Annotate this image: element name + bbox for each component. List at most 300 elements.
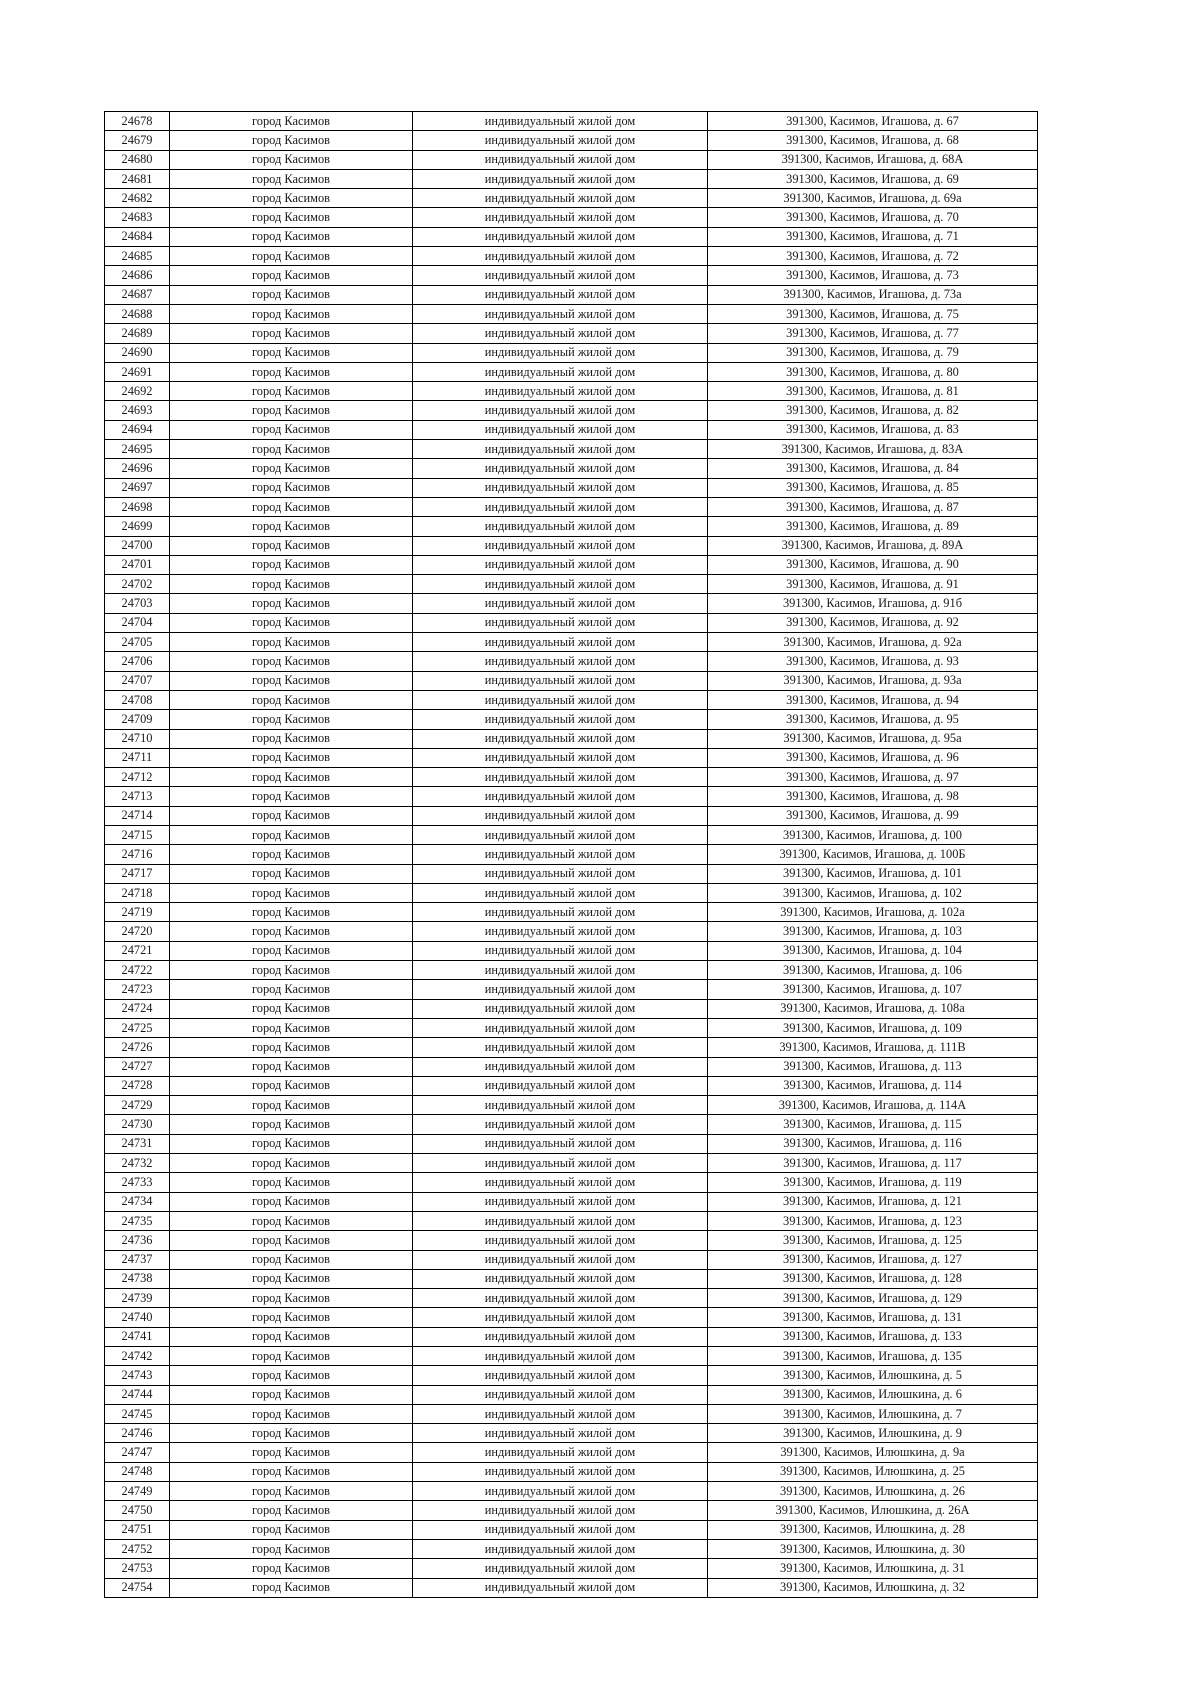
address-cell: 391300, Касимов, Игашова, д. 91б (708, 594, 1038, 613)
table-row (105, 748, 1038, 767)
object-type-cell: индивидуальный жилой дом (413, 1482, 708, 1501)
object-type-cell: индивидуальный жилой дом (413, 1173, 708, 1192)
settlement-cell: город Касимов (170, 266, 413, 285)
address-cell: 391300, Касимов, Игашова, д. 135 (708, 1347, 1038, 1366)
settlement-cell: город Касимов (170, 382, 413, 401)
address-cell: 391300, Касимов, Игашова, д. 81 (708, 382, 1038, 401)
settlement-cell: город Касимов (170, 1057, 413, 1076)
table-row (105, 941, 1038, 960)
address-cell: 391300, Касимов, Игашова, д. 131 (708, 1308, 1038, 1327)
object-type-cell: индивидуальный жилой дом (413, 112, 708, 131)
record-number-cell: 24742 (105, 1347, 170, 1366)
table-row (105, 1539, 1038, 1558)
record-number-cell: 24733 (105, 1173, 170, 1192)
record-number-cell: 24736 (105, 1231, 170, 1250)
table-row (105, 1096, 1038, 1115)
object-type-cell: индивидуальный жилой дом (413, 1366, 708, 1385)
object-type-cell: индивидуальный жилой дом (413, 806, 708, 825)
object-type-cell: индивидуальный жилой дом (413, 594, 708, 613)
table-row (105, 227, 1038, 246)
settlement-cell: город Касимов (170, 633, 413, 652)
object-type-cell: индивидуальный жилой дом (413, 1443, 708, 1462)
object-type-cell: индивидуальный жилой дом (413, 285, 708, 304)
table-row (105, 189, 1038, 208)
address-cell: 391300, Касимов, Игашова, д. 116 (708, 1134, 1038, 1153)
settlement-cell: город Касимов (170, 247, 413, 266)
settlement-cell: город Касимов (170, 710, 413, 729)
settlement-cell: город Касимов (170, 1443, 413, 1462)
address-cell: 391300, Касимов, Игашова, д. 73 (708, 266, 1038, 285)
record-number-cell: 24702 (105, 575, 170, 594)
object-type-cell: индивидуальный жилой дом (413, 189, 708, 208)
object-type-cell: индивидуальный жилой дом (413, 999, 708, 1018)
address-cell: 391300, Касимов, Игашова, д. 95 (708, 710, 1038, 729)
record-number-cell: 24727 (105, 1057, 170, 1076)
table-row (105, 1231, 1038, 1250)
table-row (105, 806, 1038, 825)
settlement-cell: город Касимов (170, 941, 413, 960)
table-row (105, 961, 1038, 980)
record-number-cell: 24692 (105, 382, 170, 401)
settlement-cell: город Касимов (170, 1559, 413, 1578)
address-cell: 391300, Касимов, Игашова, д. 104 (708, 941, 1038, 960)
address-register-table (104, 111, 1038, 1598)
record-number-cell: 24714 (105, 806, 170, 825)
table-row (105, 1173, 1038, 1192)
table-row (105, 1559, 1038, 1578)
table-row (105, 710, 1038, 729)
table-row (105, 169, 1038, 188)
table-row (105, 1038, 1038, 1057)
object-type-cell: индивидуальный жилой дом (413, 710, 708, 729)
address-cell: 391300, Касимов, Игашова, д. 89А (708, 536, 1038, 555)
address-cell: 391300, Касимов, Игашова, д. 73а (708, 285, 1038, 304)
address-cell: 391300, Касимов, Игашова, д. 92а (708, 633, 1038, 652)
settlement-cell: город Касимов (170, 1289, 413, 1308)
address-cell: 391300, Касимов, Игашова, д. 90 (708, 555, 1038, 574)
settlement-cell: город Касимов (170, 1578, 413, 1597)
record-number-cell: 24739 (105, 1289, 170, 1308)
table-row (105, 903, 1038, 922)
record-number-cell: 24712 (105, 768, 170, 787)
address-cell: 391300, Касимов, Игашова, д. 114 (708, 1076, 1038, 1095)
record-number-cell: 24716 (105, 845, 170, 864)
record-number-cell: 24689 (105, 324, 170, 343)
table-row (105, 1462, 1038, 1481)
address-cell: 391300, Касимов, Игашова, д. 80 (708, 362, 1038, 381)
table-row (105, 633, 1038, 652)
record-number-cell: 24741 (105, 1327, 170, 1346)
object-type-cell: индивидуальный жилой дом (413, 787, 708, 806)
object-type-cell: индивидуальный жилой дом (413, 440, 708, 459)
table-row (105, 1134, 1038, 1153)
address-cell: 391300, Касимов, Илюшкина, д. 25 (708, 1462, 1038, 1481)
settlement-cell: город Касимов (170, 845, 413, 864)
table-row (105, 729, 1038, 748)
record-number-cell: 24715 (105, 825, 170, 844)
settlement-cell: город Касимов (170, 806, 413, 825)
object-type-cell: индивидуальный жилой дом (413, 1501, 708, 1520)
object-type-cell: индивидуальный жилой дом (413, 1404, 708, 1423)
object-type-cell: индивидуальный жилой дом (413, 922, 708, 941)
address-cell: 391300, Касимов, Игашова, д. 117 (708, 1154, 1038, 1173)
object-type-cell: индивидуальный жилой дом (413, 266, 708, 285)
object-type-cell: индивидуальный жилой дом (413, 864, 708, 883)
object-type-cell: индивидуальный жилой дом (413, 1038, 708, 1057)
address-cell: 391300, Касимов, Игашова, д. 133 (708, 1327, 1038, 1346)
address-cell: 391300, Касимов, Игашова, д. 109 (708, 1018, 1038, 1037)
object-type-cell: индивидуальный жилой дом (413, 1559, 708, 1578)
record-number-cell: 24696 (105, 459, 170, 478)
table-row (105, 459, 1038, 478)
record-number-cell: 24750 (105, 1501, 170, 1520)
settlement-cell: город Касимов (170, 1269, 413, 1288)
address-cell: 391300, Касимов, Игашова, д. 94 (708, 690, 1038, 709)
table-row (105, 1154, 1038, 1173)
record-number-cell: 24726 (105, 1038, 170, 1057)
table-row (105, 652, 1038, 671)
address-cell: 391300, Касимов, Илюшкина, д. 26 (708, 1482, 1038, 1501)
settlement-cell: город Касимов (170, 787, 413, 806)
record-number-cell: 24685 (105, 247, 170, 266)
record-number-cell: 24707 (105, 671, 170, 690)
table-row (105, 575, 1038, 594)
table-row (105, 517, 1038, 536)
record-number-cell: 24698 (105, 497, 170, 516)
settlement-cell: город Касимов (170, 1076, 413, 1095)
settlement-cell: город Касимов (170, 343, 413, 362)
table-row (105, 1076, 1038, 1095)
record-number-cell: 24703 (105, 594, 170, 613)
object-type-cell: индивидуальный жилой дом (413, 1115, 708, 1134)
address-cell: 391300, Касимов, Игашова, д. 96 (708, 748, 1038, 767)
record-number-cell: 24701 (105, 555, 170, 574)
settlement-cell: город Касимов (170, 903, 413, 922)
object-type-cell: индивидуальный жилой дом (413, 1539, 708, 1558)
record-number-cell: 24694 (105, 420, 170, 439)
settlement-cell: город Касимов (170, 1192, 413, 1211)
record-number-cell: 24744 (105, 1385, 170, 1404)
address-cell: 391300, Касимов, Игашова, д. 119 (708, 1173, 1038, 1192)
table-row (105, 883, 1038, 902)
object-type-cell: индивидуальный жилой дом (413, 961, 708, 980)
address-cell: 391300, Касимов, Игашова, д. 106 (708, 961, 1038, 980)
object-type-cell: индивидуальный жилой дом (413, 671, 708, 690)
settlement-cell: город Касимов (170, 517, 413, 536)
table-row (105, 1057, 1038, 1076)
address-cell: 391300, Касимов, Илюшкина, д. 7 (708, 1404, 1038, 1423)
address-cell: 391300, Касимов, Игашова, д. 99 (708, 806, 1038, 825)
settlement-cell: город Касимов (170, 1018, 413, 1037)
record-number-cell: 24732 (105, 1154, 170, 1173)
record-number-cell: 24745 (105, 1404, 170, 1423)
object-type-cell: индивидуальный жилой дом (413, 1057, 708, 1076)
record-number-cell: 24754 (105, 1578, 170, 1597)
record-number-cell: 24738 (105, 1269, 170, 1288)
settlement-cell: город Касимов (170, 768, 413, 787)
record-number-cell: 24718 (105, 883, 170, 902)
object-type-cell: индивидуальный жилой дом (413, 517, 708, 536)
table-row (105, 980, 1038, 999)
settlement-cell: город Касимов (170, 1385, 413, 1404)
table-row (105, 420, 1038, 439)
object-type-cell: индивидуальный жилой дом (413, 1578, 708, 1597)
record-number-cell: 24748 (105, 1462, 170, 1481)
table-row (105, 787, 1038, 806)
record-number-cell: 24746 (105, 1424, 170, 1443)
record-number-cell: 24747 (105, 1443, 170, 1462)
record-number-cell: 24753 (105, 1559, 170, 1578)
record-number-cell: 24708 (105, 690, 170, 709)
record-number-cell: 24697 (105, 478, 170, 497)
table-row (105, 131, 1038, 150)
settlement-cell: город Касимов (170, 594, 413, 613)
address-cell: 391300, Касимов, Игашова, д. 102а (708, 903, 1038, 922)
table-row (105, 1482, 1038, 1501)
record-number-cell: 24731 (105, 1134, 170, 1153)
record-number-cell: 24752 (105, 1539, 170, 1558)
object-type-cell: индивидуальный жилой дом (413, 401, 708, 420)
record-number-cell: 24725 (105, 1018, 170, 1037)
record-number-cell: 24704 (105, 613, 170, 632)
address-cell: 391300, Касимов, Игашова, д. 108а (708, 999, 1038, 1018)
record-number-cell: 24740 (105, 1308, 170, 1327)
settlement-cell: город Касимов (170, 671, 413, 690)
address-cell: 391300, Касимов, Игашова, д. 85 (708, 478, 1038, 497)
object-type-cell: индивидуальный жилой дом (413, 227, 708, 246)
table-row (105, 401, 1038, 420)
object-type-cell: индивидуальный жилой дом (413, 1096, 708, 1115)
record-number-cell: 24679 (105, 131, 170, 150)
record-number-cell: 24682 (105, 189, 170, 208)
record-number-cell: 24734 (105, 1192, 170, 1211)
object-type-cell: индивидуальный жилой дом (413, 748, 708, 767)
settlement-cell: город Касимов (170, 189, 413, 208)
object-type-cell: индивидуальный жилой дом (413, 1289, 708, 1308)
address-cell: 391300, Касимов, Игашова, д. 111В (708, 1038, 1038, 1057)
address-cell: 391300, Касимов, Илюшкина, д. 31 (708, 1559, 1038, 1578)
address-cell: 391300, Касимов, Илюшкина, д. 6 (708, 1385, 1038, 1404)
object-type-cell: индивидуальный жилой дом (413, 1018, 708, 1037)
table-row (105, 478, 1038, 497)
record-number-cell: 24724 (105, 999, 170, 1018)
table-row (105, 1211, 1038, 1230)
record-number-cell: 24735 (105, 1211, 170, 1230)
address-cell: 391300, Касимов, Илюшкина, д. 5 (708, 1366, 1038, 1385)
object-type-cell: индивидуальный жилой дом (413, 575, 708, 594)
record-number-cell: 24699 (105, 517, 170, 536)
table-row (105, 440, 1038, 459)
object-type-cell: индивидуальный жилой дом (413, 1347, 708, 1366)
object-type-cell: индивидуальный жилой дом (413, 883, 708, 902)
address-cell: 391300, Касимов, Илюшкина, д. 28 (708, 1520, 1038, 1539)
object-type-cell: индивидуальный жилой дом (413, 1520, 708, 1539)
object-type-cell: индивидуальный жилой дом (413, 131, 708, 150)
record-number-cell: 24686 (105, 266, 170, 285)
address-cell: 391300, Касимов, Илюшкина, д. 26А (708, 1501, 1038, 1520)
settlement-cell: город Касимов (170, 1327, 413, 1346)
settlement-cell: город Касимов (170, 1347, 413, 1366)
address-cell: 391300, Касимов, Игашова, д. 114А (708, 1096, 1038, 1115)
address-cell: 391300, Касимов, Игашова, д. 123 (708, 1211, 1038, 1230)
table-row (105, 324, 1038, 343)
settlement-cell: город Касимов (170, 864, 413, 883)
object-type-cell: индивидуальный жилой дом (413, 768, 708, 787)
settlement-cell: город Касимов (170, 1134, 413, 1153)
table-row (105, 690, 1038, 709)
address-cell: 391300, Касимов, Игашова, д. 70 (708, 208, 1038, 227)
address-cell: 391300, Касимов, Игашова, д. 75 (708, 304, 1038, 323)
settlement-cell: город Касимов (170, 478, 413, 497)
object-type-cell: индивидуальный жилой дом (413, 343, 708, 362)
address-cell: 391300, Касимов, Игашова, д. 79 (708, 343, 1038, 362)
address-cell: 391300, Касимов, Игашова, д. 128 (708, 1269, 1038, 1288)
table-row (105, 343, 1038, 362)
settlement-cell: город Касимов (170, 999, 413, 1018)
settlement-cell: город Касимов (170, 497, 413, 516)
address-cell: 391300, Касимов, Игашова, д. 101 (708, 864, 1038, 883)
settlement-cell: город Касимов (170, 1424, 413, 1443)
address-cell: 391300, Касимов, Игашова, д. 113 (708, 1057, 1038, 1076)
address-cell: 391300, Касимов, Игашова, д. 71 (708, 227, 1038, 246)
object-type-cell: индивидуальный жилой дом (413, 1269, 708, 1288)
record-number-cell: 24705 (105, 633, 170, 652)
table-row (105, 1347, 1038, 1366)
address-cell: 391300, Касимов, Игашова, д. 97 (708, 768, 1038, 787)
object-type-cell: индивидуальный жилой дом (413, 324, 708, 343)
address-cell: 391300, Касимов, Игашова, д. 77 (708, 324, 1038, 343)
object-type-cell: индивидуальный жилой дом (413, 1327, 708, 1346)
address-cell: 391300, Касимов, Игашова, д. 91 (708, 575, 1038, 594)
object-type-cell: индивидуальный жилой дом (413, 459, 708, 478)
settlement-cell: город Касимов (170, 1404, 413, 1423)
address-cell: 391300, Касимов, Игашова, д. 102 (708, 883, 1038, 902)
record-number-cell: 24719 (105, 903, 170, 922)
table-row (105, 864, 1038, 883)
settlement-cell: город Касимов (170, 613, 413, 632)
settlement-cell: город Касимов (170, 1038, 413, 1057)
settlement-cell: город Касимов (170, 883, 413, 902)
record-number-cell: 24695 (105, 440, 170, 459)
record-number-cell: 24723 (105, 980, 170, 999)
address-cell: 391300, Касимов, Игашова, д. 69а (708, 189, 1038, 208)
address-cell: 391300, Касимов, Игашова, д. 127 (708, 1250, 1038, 1269)
address-cell: 391300, Касимов, Игашова, д. 93 (708, 652, 1038, 671)
object-type-cell: индивидуальный жилой дом (413, 536, 708, 555)
record-number-cell: 24729 (105, 1096, 170, 1115)
table-row (105, 536, 1038, 555)
address-cell: 391300, Касимов, Игашова, д. 95а (708, 729, 1038, 748)
address-cell: 391300, Касимов, Игашова, д. 83 (708, 420, 1038, 439)
record-number-cell: 24681 (105, 169, 170, 188)
table-row (105, 594, 1038, 613)
address-cell: 391300, Касимов, Игашова, д. 93а (708, 671, 1038, 690)
table-row (105, 1289, 1038, 1308)
address-cell: 391300, Касимов, Игашова, д. 100Б (708, 845, 1038, 864)
object-type-cell: индивидуальный жилой дом (413, 169, 708, 188)
settlement-cell: город Касимов (170, 555, 413, 574)
table-body (105, 112, 1038, 1598)
object-type-cell: индивидуальный жилой дом (413, 903, 708, 922)
record-number-cell: 24693 (105, 401, 170, 420)
object-type-cell: индивидуальный жилой дом (413, 1192, 708, 1211)
settlement-cell: город Касимов (170, 1231, 413, 1250)
table-row (105, 1192, 1038, 1211)
object-type-cell: индивидуальный жилой дом (413, 1424, 708, 1443)
table-row (105, 247, 1038, 266)
record-number-cell: 24730 (105, 1115, 170, 1134)
object-type-cell: индивидуальный жилой дом (413, 555, 708, 574)
object-type-cell: индивидуальный жилой дом (413, 1308, 708, 1327)
record-number-cell: 24713 (105, 787, 170, 806)
record-number-cell: 24751 (105, 1520, 170, 1539)
address-cell: 391300, Касимов, Игашова, д. 82 (708, 401, 1038, 420)
table-row (105, 922, 1038, 941)
settlement-cell: город Касимов (170, 1308, 413, 1327)
record-number-cell: 24690 (105, 343, 170, 362)
record-number-cell: 24683 (105, 208, 170, 227)
table-row (105, 1501, 1038, 1520)
record-number-cell: 24722 (105, 961, 170, 980)
table-row (105, 1520, 1038, 1539)
object-type-cell: индивидуальный жилой дом (413, 613, 708, 632)
address-cell: 391300, Касимов, Игашова, д. 103 (708, 922, 1038, 941)
settlement-cell: город Касимов (170, 150, 413, 169)
object-type-cell: индивидуальный жилой дом (413, 382, 708, 401)
object-type-cell: индивидуальный жилой дом (413, 1076, 708, 1095)
settlement-cell: город Касимов (170, 980, 413, 999)
object-type-cell: индивидуальный жилой дом (413, 420, 708, 439)
record-number-cell: 24749 (105, 1482, 170, 1501)
record-number-cell: 24710 (105, 729, 170, 748)
settlement-cell: город Касимов (170, 131, 413, 150)
address-cell: 391300, Касимов, Игашова, д. 92 (708, 613, 1038, 632)
record-number-cell: 24743 (105, 1366, 170, 1385)
record-number-cell: 24684 (105, 227, 170, 246)
settlement-cell: город Касимов (170, 652, 413, 671)
object-type-cell: индивидуальный жилой дом (413, 1462, 708, 1481)
object-type-cell: индивидуальный жилой дом (413, 690, 708, 709)
table-row (105, 555, 1038, 574)
table-row (105, 613, 1038, 632)
settlement-cell: город Касимов (170, 748, 413, 767)
object-type-cell: индивидуальный жилой дом (413, 1211, 708, 1230)
object-type-cell: индивидуальный жилой дом (413, 845, 708, 864)
address-cell: 391300, Касимов, Игашова, д. 72 (708, 247, 1038, 266)
table-row (105, 285, 1038, 304)
table-row (105, 497, 1038, 516)
object-type-cell: индивидуальный жилой дом (413, 980, 708, 999)
settlement-cell: город Касимов (170, 1250, 413, 1269)
address-cell: 391300, Касимов, Игашова, д. 107 (708, 980, 1038, 999)
address-cell: 391300, Касимов, Игашова, д. 125 (708, 1231, 1038, 1250)
record-number-cell: 24721 (105, 941, 170, 960)
settlement-cell: город Касимов (170, 420, 413, 439)
record-number-cell: 24691 (105, 362, 170, 381)
table-row (105, 768, 1038, 787)
address-cell: 391300, Касимов, Игашова, д. 89 (708, 517, 1038, 536)
table-row (105, 825, 1038, 844)
object-type-cell: индивидуальный жилой дом (413, 652, 708, 671)
table-row (105, 1578, 1038, 1597)
address-cell: 391300, Касимов, Игашова, д. 84 (708, 459, 1038, 478)
table-row (105, 1115, 1038, 1134)
settlement-cell: город Касимов (170, 1462, 413, 1481)
address-cell: 391300, Касимов, Игашова, д. 121 (708, 1192, 1038, 1211)
table-row (105, 266, 1038, 285)
table-row (105, 362, 1038, 381)
settlement-cell: город Касимов (170, 227, 413, 246)
